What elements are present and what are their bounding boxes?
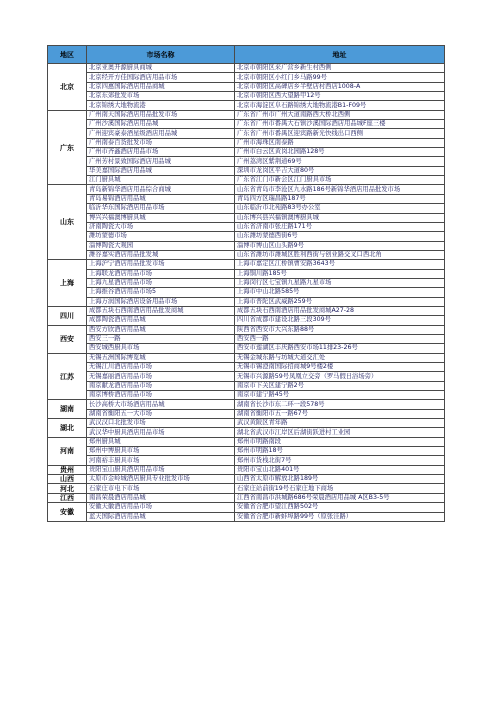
table-row	[48, 381, 445, 390]
region-cell: 西安	[48, 325, 87, 353]
market-name-cell: 北京四惠国际酒店用品商城	[87, 82, 235, 91]
address-cell: 北京市朝阳区来广营乡新生村西侧	[235, 64, 445, 73]
header-region: 地区	[48, 46, 87, 64]
market-name-cell: 长沙高桥大市场酒店用品城	[87, 400, 235, 409]
table-row	[48, 148, 445, 157]
table-row	[48, 400, 445, 409]
table-row	[48, 372, 445, 381]
address-cell: 上海市中山北路585号	[235, 288, 445, 297]
market-name-cell: 北京锦绣大地物流港	[87, 101, 235, 110]
address-cell: 郑州市明路18号	[235, 447, 445, 456]
market-name-cell: 西安城西厨具市场	[87, 344, 235, 353]
table-row	[48, 204, 445, 213]
region-cell: 江苏	[48, 353, 87, 400]
table-row	[48, 250, 445, 259]
address-cell: 北京市朝阳区高碑店乡半壁店村西店1008-A	[235, 82, 445, 91]
address-cell: 西安西一路	[235, 334, 445, 343]
table-row	[48, 353, 445, 362]
address-cell: 广州市白云区黄岗北园路128号	[235, 148, 445, 157]
address-cell: 无锡市兴源路59号凤凰立交旁（罗马假日浴场旁）	[235, 372, 445, 381]
address-cell: 南京市建宁路45号	[235, 391, 445, 400]
market-name-cell: 广州南天国际酒店用品批发市场	[87, 110, 235, 119]
table-row	[48, 447, 445, 456]
market-table	[47, 45, 445, 522]
market-name-cell: 郑州中博厨具市场	[87, 447, 235, 456]
table-row	[48, 297, 445, 306]
table-row	[48, 325, 445, 334]
region-cell: 广东	[48, 110, 87, 185]
market-name-cell: 江门厨具城	[87, 176, 235, 185]
address-cell: 山东省潍坊市潍城区胜利西街与创业路交叉口西北角	[235, 250, 445, 259]
region-cell: 山东	[48, 185, 87, 260]
region-cell: 四川	[48, 306, 87, 325]
table-row	[48, 120, 445, 129]
address-cell: 广东省广州市番禺大石镇沙溪国际酒店用品城F座三楼	[235, 120, 445, 129]
table-row	[48, 269, 445, 278]
market-name-cell: 潍谷嘉实酒店用品批发城	[87, 250, 235, 259]
market-name-cell: 临沂华东国际酒店用品市场	[87, 204, 235, 213]
address-cell: 石家庄站前街19号石家庄地下商场	[235, 484, 445, 493]
address-cell: 无锡金城东路与坊城大道交汇处	[235, 353, 445, 362]
table-row	[48, 428, 445, 437]
address-cell: 广东省广州市广州大道南路西大桥北西侧	[235, 110, 445, 119]
table-row	[48, 110, 445, 119]
address-cell: 贵阳市宝山北路401号	[235, 465, 445, 474]
table-row	[48, 92, 445, 101]
region-cell: 北京	[48, 64, 87, 111]
table-row	[48, 288, 445, 297]
region-cell: 山西	[48, 475, 87, 484]
address-cell: 安徽省合肥市新蚌埠路99号（原张洼路）	[235, 512, 445, 521]
table-row	[48, 409, 445, 418]
market-name-cell: 武汉华中厨具酒店用品市场	[87, 428, 235, 437]
table-row	[48, 484, 445, 493]
table-row	[48, 166, 445, 175]
table-row	[48, 101, 445, 110]
table-body	[48, 64, 445, 522]
address-cell: 广东省广州市番禺区迎宾路新光快线出口西侧	[235, 129, 445, 138]
region-cell: 贵州	[48, 465, 87, 474]
market-name-cell: 南昌荣晨酒店用品城	[87, 493, 235, 502]
address-cell: 上海市嘉定区江桥镇曹安路3643号	[235, 260, 445, 269]
table-row	[48, 138, 445, 147]
table-row	[48, 391, 445, 400]
table-row	[48, 157, 445, 166]
market-name-cell: 广州市齐鑫酒店用品市场	[87, 148, 235, 157]
address-cell: 成都五块石西南酒店用品批发商城A27-28	[235, 306, 445, 315]
address-cell: 上海铜川路185号	[235, 269, 445, 278]
address-cell: 郑州市明路南段	[235, 437, 445, 446]
market-name-cell: 博兴兴福澳博厨具城	[87, 213, 235, 222]
market-name-cell: 无锡五洲国际博览城	[87, 353, 235, 362]
header-market-name: 市场名称	[87, 46, 235, 64]
address-cell: 武汉黄陂区青年路	[235, 419, 445, 428]
address-cell: 山东潍坊蒙德西街6号	[235, 232, 445, 241]
address-cell: 上海市普陀区武威路259号	[235, 297, 445, 306]
market-name-cell: 南京献龙酒店用品市场	[87, 381, 235, 390]
market-name-cell: 上海万润国际酒店设备用品市场	[87, 297, 235, 306]
region-cell: 湖北	[48, 419, 87, 438]
address-cell: 山东博兴县兴福镇澳博厨具城	[235, 213, 445, 222]
header-row	[48, 46, 445, 64]
table-row	[48, 503, 445, 512]
table-row	[48, 334, 445, 343]
market-name-cell: 蓝天国际酒店用品城	[87, 512, 235, 521]
address-cell: 青岛四方区瑞昌路187号	[235, 194, 445, 203]
table-row	[48, 176, 445, 185]
address-cell: 北京市海淀区阜石路锦绣大地物流港B1-F09号	[235, 101, 445, 110]
address-cell: 江西省南昌市洪城路686号荣晨酒店用品城 A区B3-5号	[235, 493, 445, 502]
market-name-cell: 西安方欣酒店用品城	[87, 325, 235, 334]
table-row	[48, 344, 445, 353]
region-cell: 上海	[48, 260, 87, 307]
market-name-cell: 青岛新锦华酒店用品综合商城	[87, 185, 235, 194]
table-row	[48, 82, 445, 91]
market-name-cell: 石家庄市电下市场	[87, 484, 235, 493]
address-cell: 深圳市龙岗区平吉大道80号	[235, 166, 445, 175]
market-name-cell: 无锡嘉丽酒店用品市场	[87, 372, 235, 381]
address-cell: 广州荔湾区紫荆道69号	[235, 157, 445, 166]
table-row	[48, 419, 445, 428]
market-name-cell: 西安三一路	[87, 334, 235, 343]
market-name-cell: 安徽天徽酒店用品市场	[87, 503, 235, 512]
address-cell: 广州市海珠区南泰路	[235, 138, 445, 147]
market-name-cell: 南京博桥酒店用品市场	[87, 391, 235, 400]
market-name-cell: 太原市金岭城酒店厨具专业批发市场	[87, 475, 235, 484]
address-cell: 广东省江门市新会区江门厨具市场	[235, 176, 445, 185]
table-row	[48, 260, 445, 269]
address-cell: 郑州市货栈北街7号	[235, 456, 445, 465]
region-cell: 湖南	[48, 400, 87, 419]
region-cell: 江西	[48, 493, 87, 502]
market-name-cell: 华美嘉国际酒店用品城	[87, 166, 235, 175]
table-row	[48, 185, 445, 194]
table-row	[48, 512, 445, 521]
address-cell: 南京市下关区建宁路2号	[235, 381, 445, 390]
address-cell: 湖南省衡阳市五一路67号	[235, 409, 445, 418]
market-name-cell: 河南裕丰厨具市场	[87, 456, 235, 465]
market-name-cell: 广州南泰百货批发市场	[87, 138, 235, 147]
market-name-cell: 淄博陶瓷大观园	[87, 241, 235, 250]
market-name-cell: 北京东郊批发市场	[87, 92, 235, 101]
market-name-cell: 广州芳村景致国际酒店用品城	[87, 157, 235, 166]
table-row	[48, 213, 445, 222]
market-name-cell: 青岛易锦酒店用品城	[87, 194, 235, 203]
address-cell: 安徽省合肥市望江西路502号	[235, 503, 445, 512]
table-row	[48, 222, 445, 231]
address-cell: 北京市朝阳区西大望路甲12号	[235, 92, 445, 101]
market-name-cell: 上海沪宁酒店用品批发市场	[87, 260, 235, 269]
market-name-cell: 潍坊蒙德市场	[87, 232, 235, 241]
address-cell: 无锡市锡澄南国际招商城9号楼2楼	[235, 363, 445, 372]
table-row	[48, 493, 445, 502]
address-cell: 山东临沂市北苑路83号办公室	[235, 204, 445, 213]
table-row	[48, 363, 445, 372]
address-cell: 四川省成都市建设北路三段309号	[235, 316, 445, 325]
table-row	[48, 475, 445, 484]
table-row	[48, 306, 445, 315]
market-name-cell: 北京亚奥开源厨具商城	[87, 64, 235, 73]
address-cell: 山东省青岛市李沧区九水路186号新锦华酒店用品批发市场	[235, 185, 445, 194]
table-row	[48, 316, 445, 325]
table-row	[48, 129, 445, 138]
address-cell: 西安市莲湖区丰庆路西安市场11排23-26号	[235, 344, 445, 353]
region-cell: 安徽	[48, 503, 87, 522]
address-cell: 淄博市博山区山头路9号	[235, 241, 445, 250]
market-name-cell: 广州沙溪国际酒店用品城	[87, 120, 235, 129]
region-cell: 河北	[48, 484, 87, 493]
region-cell: 河南	[48, 437, 87, 465]
address-cell: 北京市朝阳区小红门乡马路99号	[235, 73, 445, 82]
address-cell: 上海闵行区七宝镇九星路九星市场	[235, 278, 445, 287]
table-row	[48, 64, 445, 73]
address-cell: 山西省太原市解放北路189号	[235, 475, 445, 484]
market-name-cell: 上海联龙酒店用品市场	[87, 269, 235, 278]
market-name-cell: 成都陶瓷酒店用品城	[87, 316, 235, 325]
table-row	[48, 456, 445, 465]
market-name-cell: 贵阳宝山厨具酒店用品市场	[87, 465, 235, 474]
table-row	[48, 73, 445, 82]
address-cell: 湖南省长沙市东二环一段578号	[235, 400, 445, 409]
address-cell: 陕西省西安市大兴东路88号	[235, 325, 445, 334]
market-name-cell: 济南陶瓷大市场	[87, 222, 235, 231]
table-row	[48, 194, 445, 203]
table-row	[48, 241, 445, 250]
table-row	[48, 278, 445, 287]
market-name-cell: 广州迎宾豪泰酒星级酒店用品城	[87, 129, 235, 138]
address-cell: 湖北省武汉市江岸区后湖街跃进村工业园	[235, 428, 445, 437]
market-name-cell: 北京经开方佳国际酒店用品市场	[87, 73, 235, 82]
market-name-cell: 武汉汉口北批发市场	[87, 419, 235, 428]
market-name-cell: 上海推谷酒店用品市场5	[87, 288, 235, 297]
market-name-cell: 无锡江川酒店用品市场	[87, 363, 235, 372]
header-address: 地址	[235, 46, 445, 64]
market-name-cell: 郑州厨具城	[87, 437, 235, 446]
market-name-cell: 上海九星酒店用品市场	[87, 278, 235, 287]
table-row	[48, 232, 445, 241]
table-row	[48, 437, 445, 446]
address-cell: 山东省济南市张庄路171号	[235, 222, 445, 231]
market-name-cell: 湖南省衡阳五一大市场	[87, 409, 235, 418]
table-row	[48, 465, 445, 474]
market-name-cell: 成都五块石西南酒店用品批发商城	[87, 306, 235, 315]
